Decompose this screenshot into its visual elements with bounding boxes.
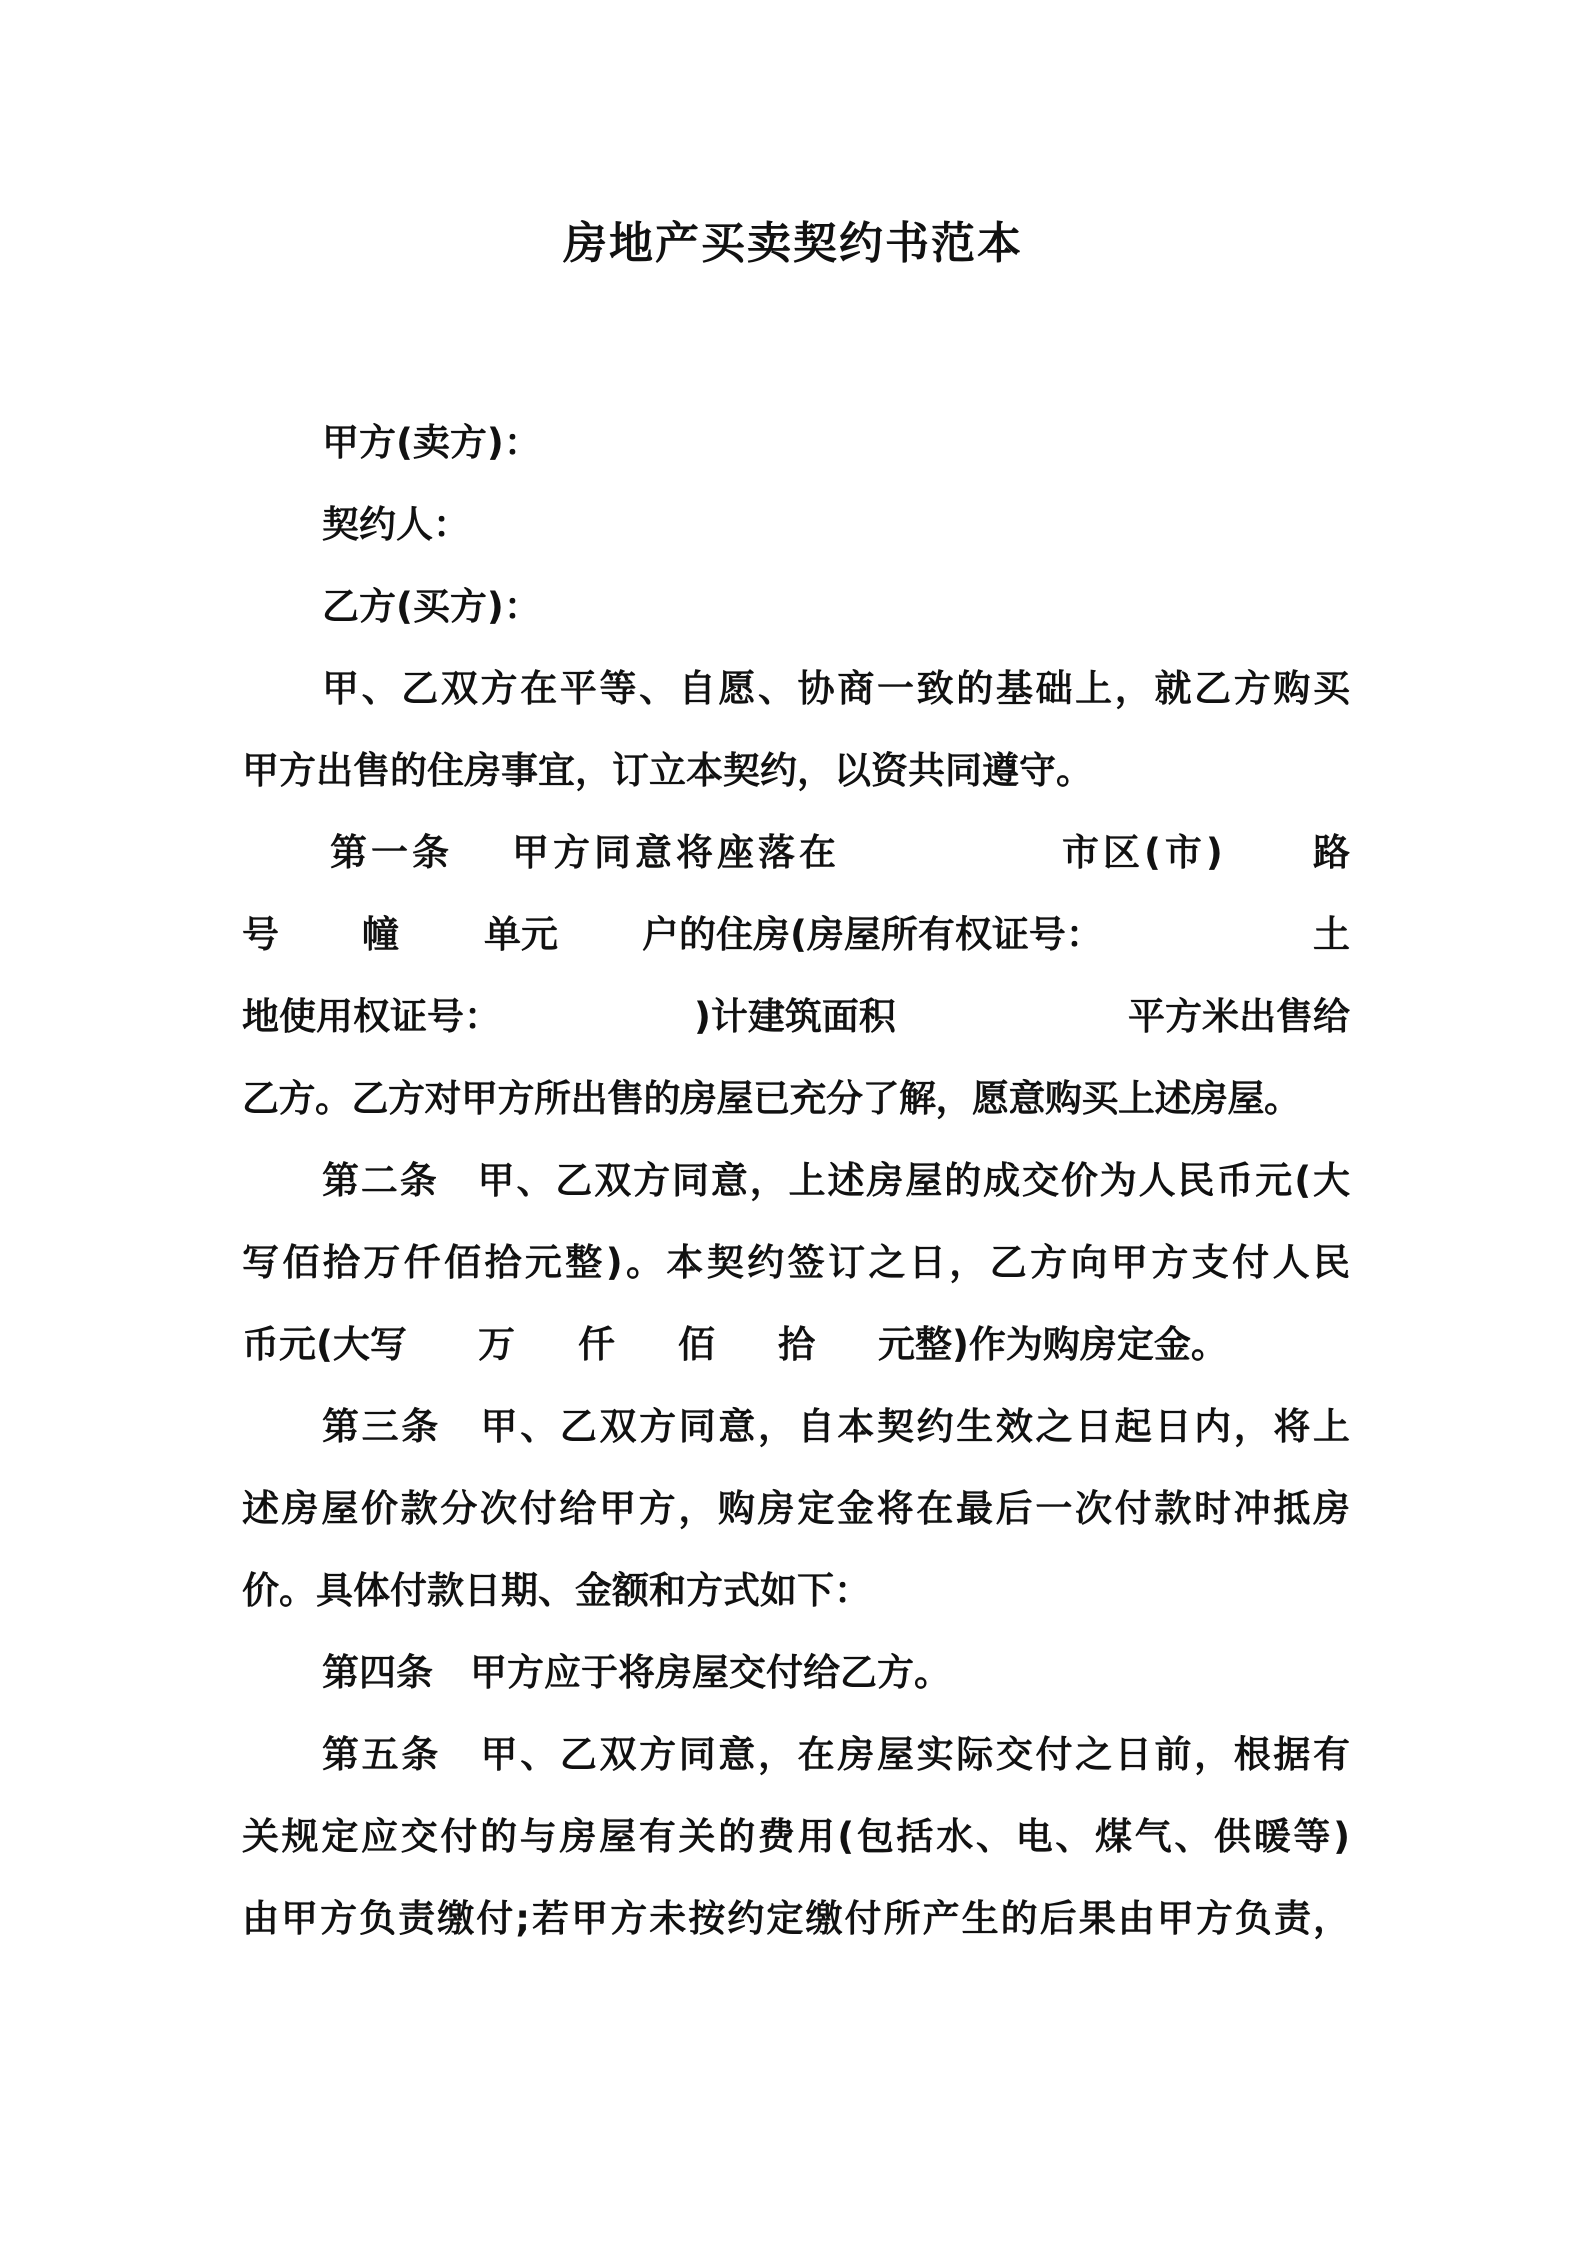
- article1-l1-b: 市区(市): [1062, 831, 1227, 874]
- article1-line-1: [242, 812, 1350, 894]
- article2-line-3: [242, 1304, 1350, 1386]
- article1-l1-a: 甲方同意将座落在: [512, 831, 840, 874]
- article2-line-1: 第二条 甲、乙双方同意，上述房屋的成交价为人民币元(大: [322, 1159, 1350, 1202]
- article1-label: 第一条: [330, 831, 453, 874]
- article4-line-1: 第四条 甲方应于将房屋交付给乙方。: [322, 1651, 951, 1694]
- intro-line-2: 甲方出售的住房事宜，订立本契约，以资共同遵守。: [242, 749, 1093, 792]
- article2-line-2: 写佰拾万仟佰拾元整)。本契约签订之日，乙方向甲方支付人民: [242, 1241, 1350, 1284]
- article1-l1-c: 路: [1313, 831, 1350, 874]
- article1-line-2: [242, 894, 1350, 976]
- article1-l3-b: )计建筑面积: [694, 995, 896, 1038]
- article2-l3-a: 币元(大写: [242, 1323, 407, 1366]
- article5-line-1: 第五条 甲、乙双方同意，在房屋实际交付之日前，根据有: [322, 1733, 1350, 1776]
- article1-line-4: 乙方。乙方对甲方所出售的房屋已充分了解，愿意购买上述房屋。: [242, 1077, 1301, 1120]
- article1-l3-a: 地使用权证号：: [242, 995, 501, 1038]
- article5-line-3: 由甲方负责缴付;若甲方未按约定缴付所产生的后果由甲方负责，: [242, 1897, 1350, 1940]
- article2-l3-f: 元整)作为购房定金。: [878, 1323, 1228, 1366]
- document-body: [242, 402, 1350, 1960]
- article1-line-3: [242, 976, 1350, 1058]
- article1-l2-c: 单元: [484, 913, 558, 956]
- party-a-label: 甲方(卖方)：: [322, 421, 541, 464]
- article1-l3-c: 平方米出售给: [1128, 995, 1350, 1038]
- document-title: 房地产买卖契约书范本: [563, 218, 1023, 269]
- article1-l2-a: 号: [242, 913, 279, 956]
- article5-line-2: 关规定应交付的与房屋有关的费用(包括水、电、煤气、供暖等): [242, 1815, 1350, 1858]
- party-b-label: 乙方(买方)：: [322, 585, 541, 628]
- article2-l3-e: 拾: [778, 1323, 815, 1366]
- article1-l2-e: 土: [1313, 913, 1350, 956]
- article1-l2-b: 幢: [362, 913, 399, 956]
- article1-l2-d: 户的住房(房屋所有权证号：: [642, 913, 1103, 956]
- contractor-label: 契约人：: [322, 503, 470, 546]
- article3-line-3: 价。具体付款日期、金额和方式如下：: [242, 1569, 871, 1612]
- intro-line-1: 甲、乙双方在平等、自愿、协商一致的基础上，就乙方购买: [322, 667, 1350, 710]
- article2-l3-b: 万: [478, 1323, 515, 1366]
- article2-l3-c: 仟: [578, 1323, 615, 1366]
- article3-line-2: 述房屋价款分次付给甲方，购房定金将在最后一次付款时冲抵房: [242, 1487, 1350, 1530]
- article2-l3-d: 佰: [678, 1323, 715, 1366]
- article3-line-1: 第三条 甲、乙双方同意，自本契约生效之日起日内，将上: [322, 1405, 1350, 1448]
